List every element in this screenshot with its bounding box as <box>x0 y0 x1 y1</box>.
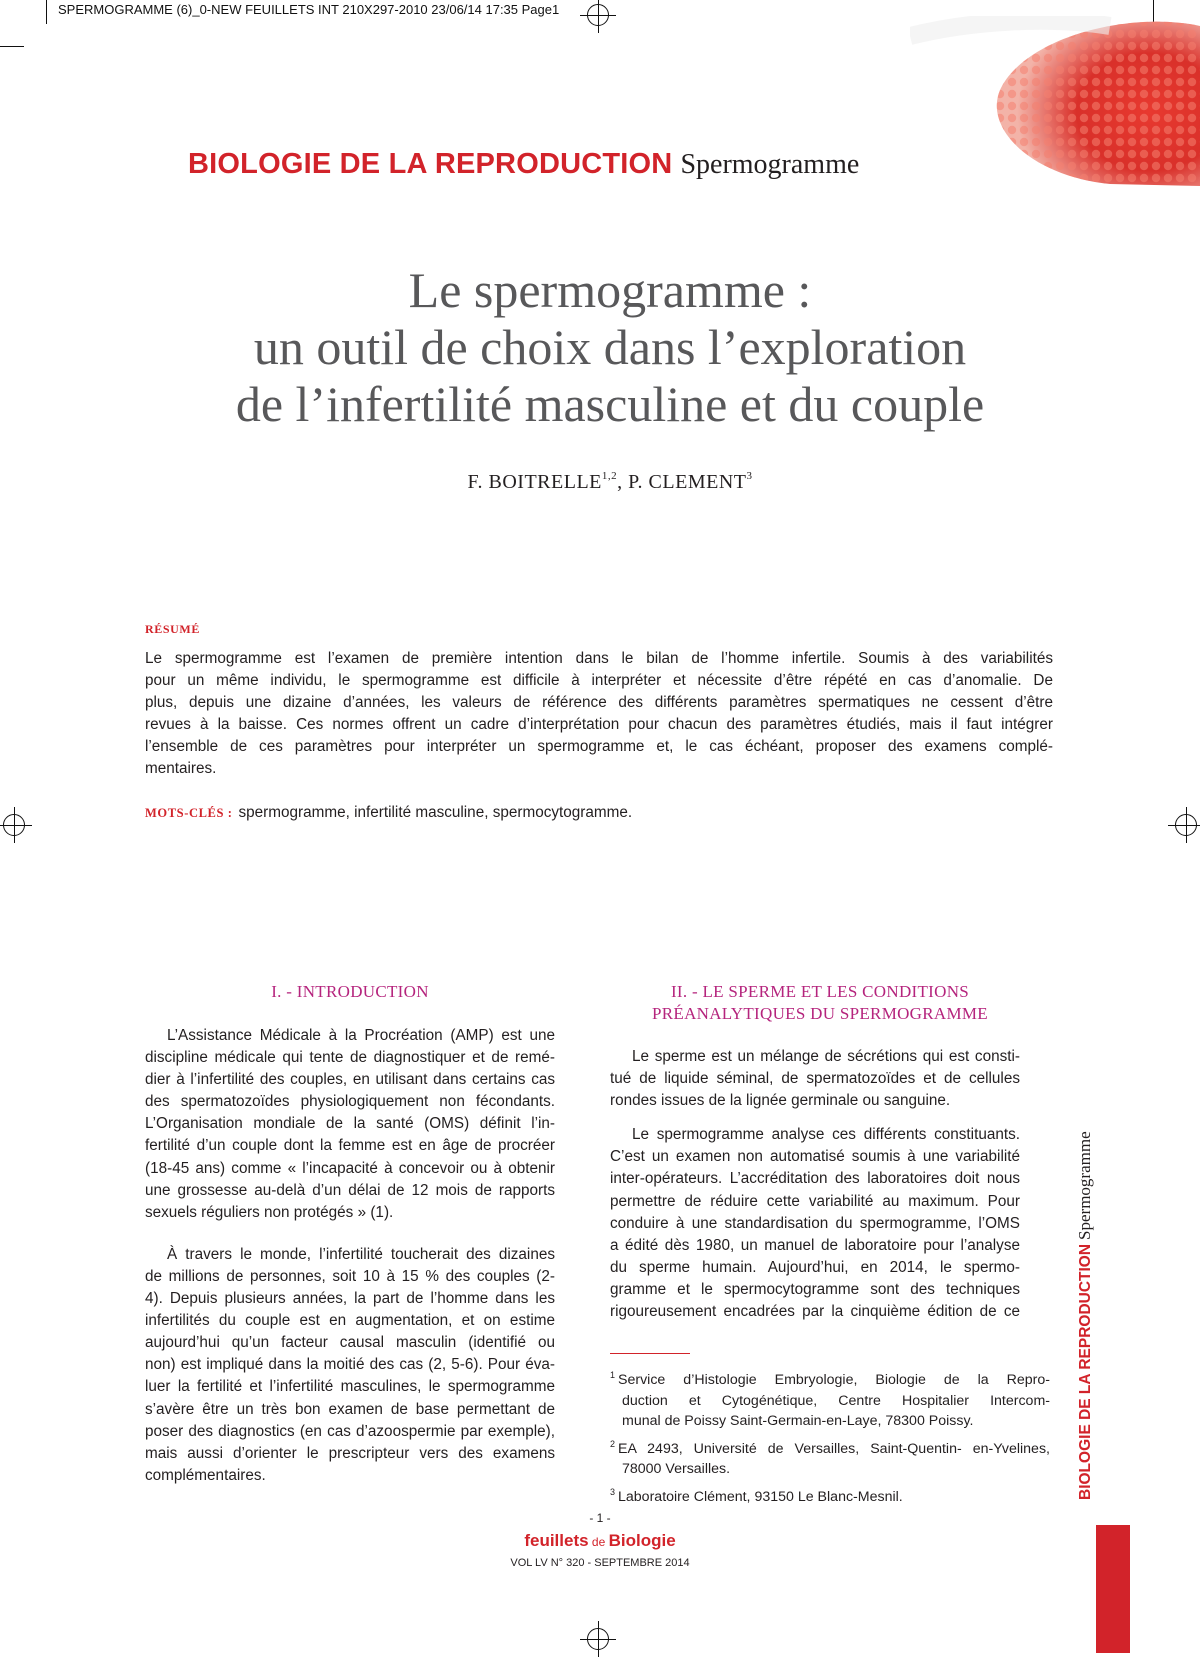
text-line: inter-opérateurs. L’accréditation des laboratoires doit nous <box>610 1170 1020 1188</box>
text-line: non) est impliqué dans la moitié des cas (2, 5-6). Pour éva- <box>145 1356 555 1374</box>
text-line: Le sperme est un mélange de sécrétions qui est consti- <box>632 1048 1020 1065</box>
article-title <box>60 262 1160 433</box>
footnote-line: Laboratoire Clément, 93150 Le Blanc-Mesnil. <box>618 1488 903 1505</box>
keywords <box>145 804 632 822</box>
text-line: s’avère être un très bon examen de base permettant de <box>145 1400 555 1418</box>
print-slug-line: SPERMOGRAMME (6)_0-NEW FEUILLETS INT 210X297-2010 23/06/14 17:35 Page1 <box>58 2 560 17</box>
registration-mark-right <box>1175 814 1197 836</box>
section-subtitle: Spermogramme <box>680 149 860 180</box>
text-line: À travers le monde, l’infertilité toucherait des dizaines <box>167 1245 555 1263</box>
footnote-line: EA 2493, Université de Versailles, Saint-Quentin- en-Yvelines, <box>618 1440 1050 1457</box>
page-number: - 1 - <box>589 1511 611 1525</box>
journal-name-part: de <box>588 1535 609 1549</box>
text-line: mais aussi d’orienter le prescripteur vers des examens <box>145 1444 555 1462</box>
text-line: poser des diagnostics (en cas d’azoospermie par exemple), <box>145 1422 555 1440</box>
keywords-label: MOTS-CLÉS : <box>145 806 233 820</box>
paragraph <box>610 1124 1020 1323</box>
abstract-line: Le spermogramme est l’examen de première intention dans le bilan de l’homme infertile. Soumis à des variabilités <box>145 650 1053 667</box>
registration-mark-bottom <box>587 1628 609 1650</box>
crop-mark <box>46 0 47 24</box>
text-line: permettre de réduire cette variabilité au maximum. Pour <box>610 1192 1020 1210</box>
journal-issue: VOL LV N° 320 - SEPTEMBRE 2014 <box>510 1557 690 1569</box>
text-line: L’Assistance Médicale à la Procréation (AMP) est une <box>167 1027 555 1044</box>
paragraph <box>145 1025 555 1224</box>
abstract-text <box>145 648 1053 780</box>
text-line: rondes issues de la lignée germinale ou sanguine. <box>610 1092 951 1110</box>
abstract-line: revues à la baisse. Ces normes offrent un cadre d’interprétation pour chacun des paramètres étudiés, mais il faut intégrer <box>145 716 1053 733</box>
author-name: P. CLEMENT <box>628 471 747 493</box>
text-line: des spermatozoïdes physiologiquement non fécondants. <box>145 1093 555 1111</box>
text-line: de millions de personnes, soit 10 à 15 % des couples (2- <box>145 1267 555 1285</box>
side-section-label <box>1070 1080 1100 1500</box>
section-title: BIOLOGIE DE LA REPRODUCTION <box>188 148 673 180</box>
text-line: dier à l’infertilité des couples, en utilisant dans certains cas <box>145 1071 555 1089</box>
text-line: Le spermogramme analyse ces différents constituants. <box>632 1126 1020 1144</box>
author-name: F. BOITRELLE <box>467 471 602 493</box>
abstract-line: mentaires. <box>145 760 217 777</box>
text-line: du sperme humain. Aujourd’hui, en 2014, le spermo- <box>610 1258 1020 1276</box>
section-heading-introduction: I. - INTRODUCTION <box>271 982 429 1001</box>
title-line: un outil de choix dans l’exploration <box>253 319 967 375</box>
section-header <box>188 148 859 181</box>
text-line: fertilité d’un couple dont la femme est en âge de procréer <box>145 1137 555 1155</box>
abstract-line: plus, depuis une dizaine d’années, les valeurs de référence des différents paramètres spermatiques ne cessent d’être <box>145 694 1053 711</box>
author-affiliation: 3 <box>746 470 753 482</box>
text-line: conduire à une standardisation du spermogramme, l’OMS <box>610 1214 1020 1232</box>
title-line: de l’infertilité masculine et du couple <box>235 376 985 432</box>
paragraph <box>145 1244 555 1487</box>
side-section-title: BIOLOGIE DE LA REPRODUCTION <box>1077 1243 1094 1500</box>
heading-line: II. - LE SPERME ET LES CONDITIONS <box>670 982 970 1001</box>
footnote-line: Service d’Histologie Embryologie, Biologie de la Repro- <box>618 1372 1050 1388</box>
text-line: tué de liquide séminal, de spermatozoïdes et de cellules <box>610 1070 1020 1088</box>
journal-name-part: Biologie <box>608 1531 676 1550</box>
author-affiliation: 1,2 <box>601 470 618 482</box>
footnotes <box>610 1365 1050 1509</box>
text-line: C’est un examen non automatisé soumis à une variabilité <box>610 1148 1020 1166</box>
text-line: gramme et le spermocytogramme sont des techniques <box>610 1280 1020 1298</box>
section-heading-sperme <box>610 981 1030 1025</box>
text-line: (18-45 ans) comme « l’incapacité à concevoir ou à obtenir <box>145 1159 555 1177</box>
text-line: 4). Depuis plusieurs années, la part de l’homme dans les <box>145 1290 555 1308</box>
side-section-subtitle: Spermogramme <box>1075 1131 1094 1240</box>
text-line: a édité dès 1980, un manuel de laboratoire pour l’analyse <box>610 1236 1020 1254</box>
footnote-number: 3 <box>610 1486 616 1497</box>
decorative-cell-image <box>910 16 1200 186</box>
abstract-line: pour un même individu, le spermogramme est difficile à interpréter et nécessite d’être répété en cas d’anomalie. De <box>145 672 1053 689</box>
side-color-bar <box>1096 1525 1130 1653</box>
journal-name-part: feuillets <box>524 1531 589 1550</box>
text-line: complémentaires. <box>145 1466 266 1484</box>
title-line: Le spermogramme : <box>408 262 812 318</box>
text-line: aujourd’hui qu’un facteur causal masculin (identifié ou <box>145 1334 555 1352</box>
text-line: luer la fertilité et l’infertilité masculines, le spermogramme <box>145 1378 555 1396</box>
footnote-number: 2 <box>610 1438 616 1449</box>
column-left <box>145 1025 555 1487</box>
text-line: rigoureusement encadrées par la cinquième édition de ce <box>610 1303 1020 1321</box>
footnote <box>610 1365 1050 1432</box>
text-line: discipline médicale qui tente de diagnostiquer et de remé- <box>145 1049 555 1067</box>
journal-name <box>450 1531 750 1551</box>
heading-line: PRÉANALYTIQUES DU SPERMOGRAMME <box>652 1004 988 1023</box>
footnote <box>610 1482 1050 1508</box>
footnote-number: 1 <box>610 1370 616 1380</box>
abstract-line: l’ensemble de ces paramètres pour interpréter un spermogramme et, le cas échéant, proposer des examens complé- <box>145 738 1053 755</box>
abstract-label: RÉSUMÉ <box>145 622 200 636</box>
crop-mark <box>0 46 24 47</box>
footnote-rule <box>610 1353 690 1354</box>
registration-mark-top <box>587 4 609 26</box>
text-line: une grossesse au-delà d’un délai de 12 mois de rapports <box>145 1181 555 1199</box>
paragraph <box>610 1046 1020 1112</box>
author-separator: , <box>617 471 629 493</box>
text-line: sexuels réguliers non protégés » (1). <box>145 1203 394 1221</box>
registration-mark-left <box>3 814 25 836</box>
authors <box>60 470 1160 494</box>
text-line: infertilités du couple est en augmentation, et on estime <box>145 1312 555 1330</box>
footnote-line: duction et Cytogénétique, Centre Hospitalier Intercom- <box>622 1392 1050 1409</box>
footnote-line: munal de Poissy Saint-Germain-en-Laye, 78300 Poissy. <box>622 1413 974 1429</box>
footnote-line: 78000 Versailles. <box>622 1461 731 1477</box>
column-right <box>610 1046 1020 1323</box>
keywords-list: spermogramme, infertilité masculine, spermocytogramme. <box>238 804 633 821</box>
footnote <box>610 1434 1050 1480</box>
text-line: L’Organisation mondiale de la santé (OMS) définit l’in- <box>145 1115 555 1133</box>
